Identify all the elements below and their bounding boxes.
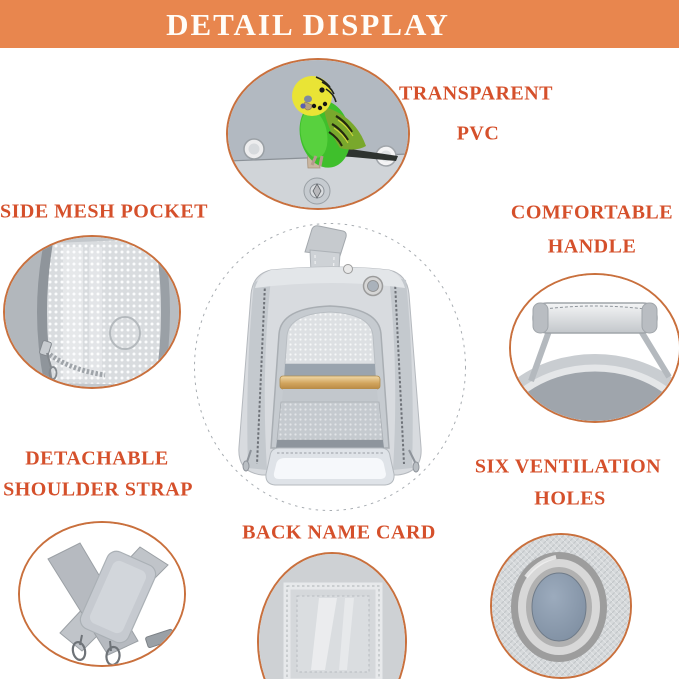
label-comfortable-handle-line1: COMFORTABLE (510, 201, 674, 224)
mesh-pocket-photo (3, 235, 181, 389)
label-comfortable-handle-line2: HANDLE (547, 235, 637, 258)
label-side-mesh-pocket: SIDE MESH POCKET (0, 200, 209, 223)
label-transparent-pvc-line1: TRANSPARENT (398, 82, 554, 105)
name-card-photo (257, 552, 407, 679)
handle-photo (509, 273, 679, 423)
title-banner (0, 0, 679, 48)
ventilation-hole-photo-art (492, 535, 630, 677)
label-six-ventilation-line2: HOLES (534, 487, 606, 510)
parakeet-photo (226, 58, 410, 210)
label-back-name-card: BACK NAME CARD (242, 521, 436, 544)
label-detachable-strap-line1: DETACHABLE (25, 447, 169, 470)
mesh-pocket-photo-art (5, 237, 179, 387)
shoulder-strap-photo (18, 521, 186, 667)
ventilation-hole-photo (490, 533, 632, 679)
parakeet-photo-art (228, 60, 408, 208)
name-card-photo-art (259, 554, 405, 679)
carrier-product-art (193, 222, 467, 512)
label-transparent-pvc-line2: PVC (456, 122, 500, 145)
label-six-ventilation-line1: SIX VENTILATION (474, 455, 662, 478)
handle-photo-art (511, 275, 679, 421)
carrier-product-photo (193, 222, 467, 512)
label-detachable-strap-line2: SHOULDER STRAP (3, 478, 193, 501)
page-title: DETAIL DISPLAY (166, 7, 450, 42)
shoulder-strap-photo-art (20, 523, 184, 665)
